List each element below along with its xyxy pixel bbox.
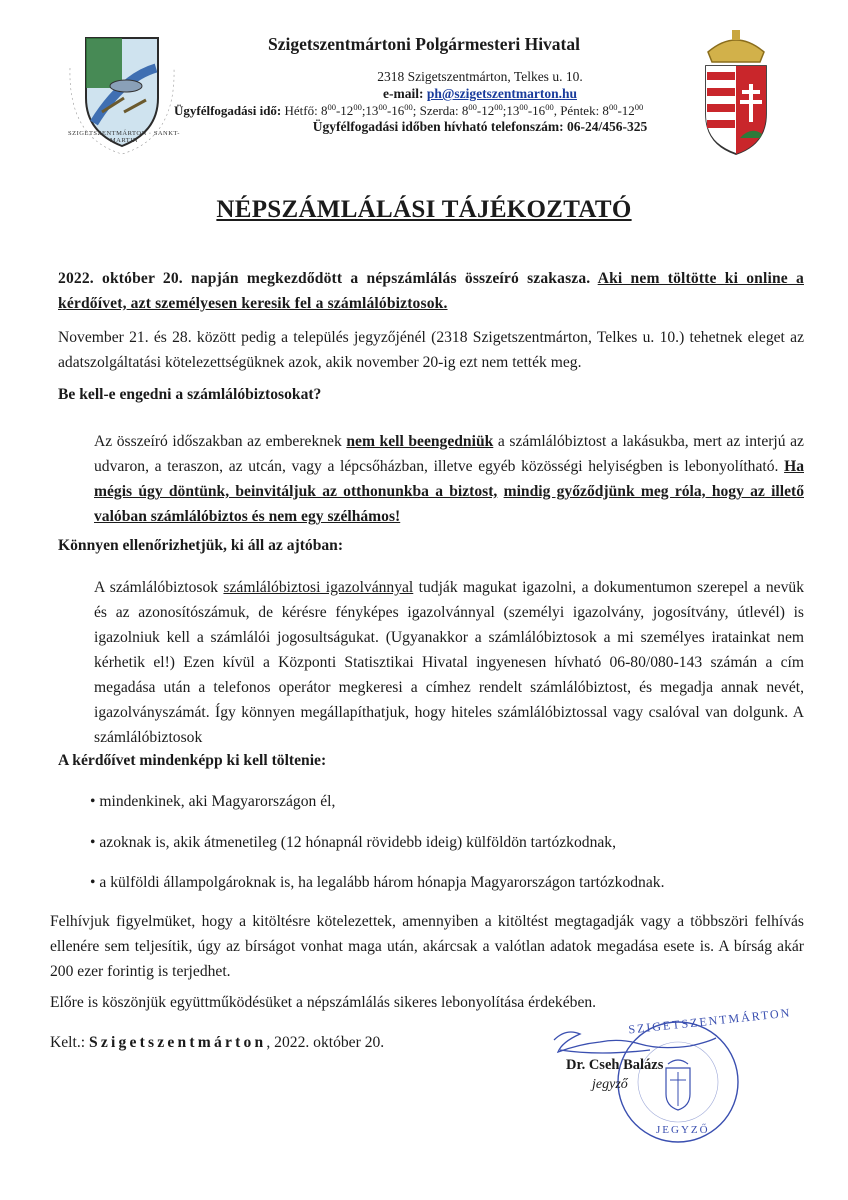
- signatory-name: Dr. Cseh Balázs: [566, 1057, 664, 1073]
- fine-notice-paragraph: Felhívjuk figyelmüket, hogy a kitöltésre kötelezettek, amennyiben a kitöltést megtagadják vagy a többszöri felhívás ellenére sem teljesítik, úgy az bírságot vonhat maga után, akárcsak a valótlan adatok megadása esete is. A bírság akár 200 ezer forintig is terjedhet.: [50, 913, 804, 980]
- document-title: NÉPSZÁMLÁLÁSI TÁJÉKOZTATÓ: [216, 196, 632, 223]
- bullet-marker: •: [90, 793, 96, 810]
- office-address: 2318 Szigetszentmárton, Telkes u. 10.: [377, 69, 583, 84]
- dated-line: [50, 1034, 384, 1052]
- thanks-line: Előre is köszönjük együttműködésüket a népszámlálás sikeres lebonyolítása érdekében.: [50, 994, 597, 1011]
- question-verify-paragraph: A számlálóbiztosok számlálóbiztosi igazolvánnyal tudják magukat igazolni, a dokumentumon szerepel a nevük és az azonosítószámuk, de kérésre fényképes igazolvánnyal (személyi igazolvány, jogosítvány, útlevél) is igazolniuk kell a számlálói jogosultságukat. (Ugyanakkor a számlálóbiztosok a mi személyes iratainkat nem kérhetik el!) Ezen kívül a Központi Statisztikai Hivatal ingyenesen hívható 06-80/080-143 számán a cím megadása után a telefonos operátor megkeresi a címhez rendelt számlálóbiztost, és megadja annak nevét, igazolványszámát. Így könnyen megállapíthatjuk, hogy hiteles számlálóbiztossal vagy csalóval van dolgunk. A számlálóbiztosok: [94, 579, 804, 746]
- id-card-emphasis: számlálóbiztosi igazolvánnyal: [223, 579, 414, 596]
- hours-wednesday: ; Szerda: $8^{00}-12^{00};13^{00}-16^{00}$: [412, 102, 554, 118]
- signatory-role: jegyző: [592, 1077, 628, 1092]
- intro-paragraph: [58, 266, 804, 316]
- stamp-bottom-text: JEGYZŐ: [656, 1124, 710, 1136]
- bullet-marker: •: [90, 874, 96, 891]
- hours-friday: , Péntek: $8^{00}-12^{00}$: [553, 102, 644, 118]
- phone-label: Ügyfélfogadási időben hívható telefonszám:: [312, 119, 564, 134]
- list-item: • azoknak is, akik átmenetileg (12 hónapnál rövidebb ideig) külföldön tartózkodnak,: [90, 834, 616, 851]
- office-name: Szigetszentmártoni Polgármesteri Hivatal: [268, 34, 580, 54]
- email-link[interactable]: ph@szigetszentmarton.hu: [426, 86, 578, 101]
- intro-bold-text: 2022. október 20. napján megkezdődött a népszámlálás összeíró szakasza.: [58, 270, 591, 287]
- verify-warning-emphasis: mindig győződjünk meg róla, hogy az illető valóban számlálóbiztos és nem egy szélhámos!: [94, 483, 804, 525]
- hours-label: Ügyfélfogadási idő:: [174, 103, 282, 118]
- deadline-paragraph: November 21. és 28. között pedig a település jegyzőjénél (2318 Szigetszentmárton, Telkes u. 10.) tehetnek eleget az adatszolgáltatási kötelezettségüknek azok, akik november 20-ig ezt nem tették meg.: [58, 329, 804, 371]
- list-item: • a külföldi állampolgároknak is, ha legalább három hónapja Magyarországon tartózkodnak.: [90, 874, 665, 891]
- email-label: e-mail:: [382, 86, 424, 101]
- office-hours-line: [174, 102, 848, 119]
- question-admit-heading: Be kell-e engedni a számlálóbiztosokat?: [58, 386, 322, 403]
- question-verify-heading: Könnyen ellenőrizhetjük, ki áll az ajtóban:: [58, 537, 344, 554]
- dated-date: , 2022. október 20.: [266, 1034, 385, 1051]
- question-admit-paragraph: Az összeíró időszakban az embereknek nem kell beengedniük a számlálóbiztost a lakásukba, mert az interjú az udvaron, a teraszon, az utcán, vagy a lépcsőházban, illetve egyéb közösségi helyiségben is lebonyolítható. Ha mégis úgy döntünk, beinvitáljuk az otthonunkba a biztost, mindig győződjünk meg róla, hogy az illető valóban számlálóbiztos és nem egy szélhámos!: [94, 433, 804, 525]
- office-email-line: [180, 86, 780, 102]
- stamp-top-text: SZIGETSZENTMÁRTON: [627, 1005, 792, 1037]
- office-phone-line: [180, 119, 780, 135]
- phone-number: 06-24/456-325: [567, 119, 648, 134]
- dated-label: Kelt.:: [50, 1034, 89, 1051]
- dated-place: Szigetszentmárton: [88, 1034, 267, 1051]
- not-required-emphasis: nem kell beengedniük: [346, 433, 494, 450]
- list-item: • mindenkinek, aki Magyarországon él,: [90, 793, 336, 810]
- intro-underlined-text: Aki nem töltötte ki online a kérdőívet, azt személyesen keresik fel a számlálóbiztosok.: [58, 270, 804, 312]
- bullet-marker: •: [90, 834, 96, 851]
- hours-monday: Hétfő: $8^{00}-12^{00};13^{00}-16^{00}$: [284, 102, 413, 118]
- who-must-fill-heading: A kérdőívet mindenképp ki kell töltenie:: [58, 752, 327, 769]
- crest-circular-text: SZIGETSZENTMÁRTON · SANKT-MARTIN: [68, 130, 180, 144]
- invite-warning-emphasis: Ha mégis úgy döntünk, beinvitáljuk az otthonunkba a biztost,: [94, 458, 804, 500]
